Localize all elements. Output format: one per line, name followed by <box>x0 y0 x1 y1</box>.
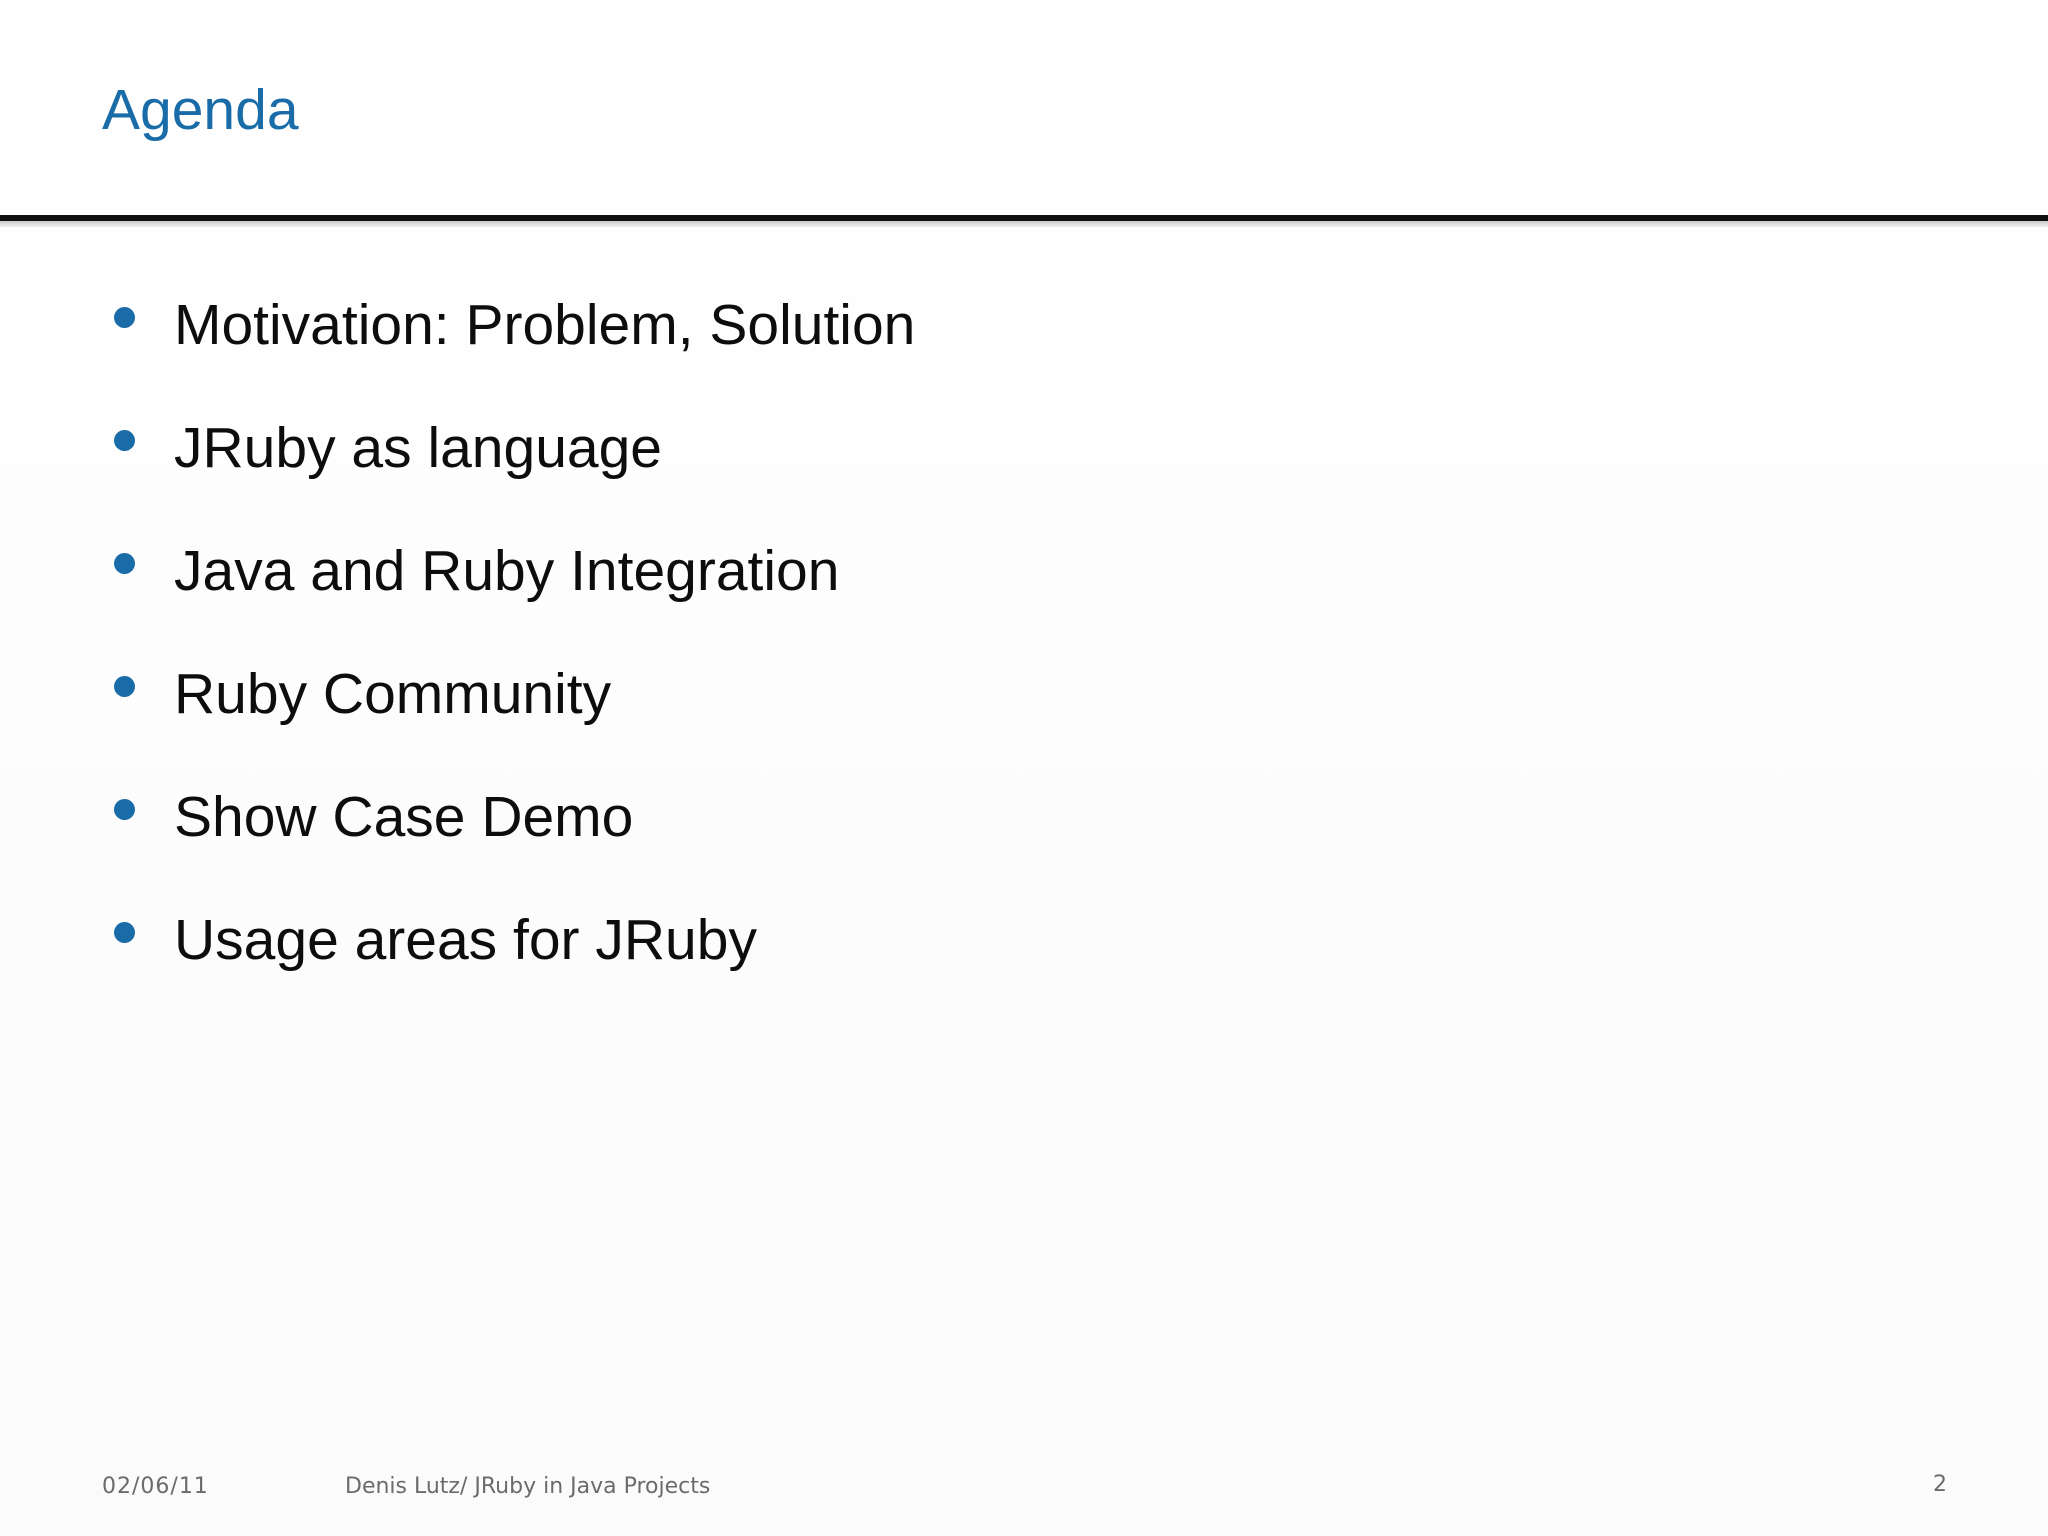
agenda-item-label: Motivation: Problem, Solution <box>174 293 916 357</box>
bullet-icon <box>114 430 135 451</box>
agenda-item-label: Usage areas for JRuby <box>174 908 757 972</box>
agenda-item-label: Java and Ruby Integration <box>174 539 840 603</box>
bullet-icon <box>114 676 135 697</box>
title-divider-shadow <box>0 221 2048 227</box>
agenda-item-label: Ruby Community <box>174 662 612 726</box>
slide-title: Agenda <box>102 78 299 142</box>
bullet-icon <box>114 307 135 328</box>
footer-date: 02/06/11 <box>102 1474 209 1499</box>
page-number: 2 <box>1933 1472 1947 1497</box>
bullet-icon <box>114 553 135 574</box>
agenda-item-label: Show Case Demo <box>174 785 634 849</box>
bullet-icon <box>114 922 135 943</box>
agenda-item-label: JRuby as language <box>174 416 663 480</box>
bullet-icon <box>114 799 135 820</box>
footer-credit: Denis Lutz/ JRuby in Java Projects <box>345 1474 711 1499</box>
